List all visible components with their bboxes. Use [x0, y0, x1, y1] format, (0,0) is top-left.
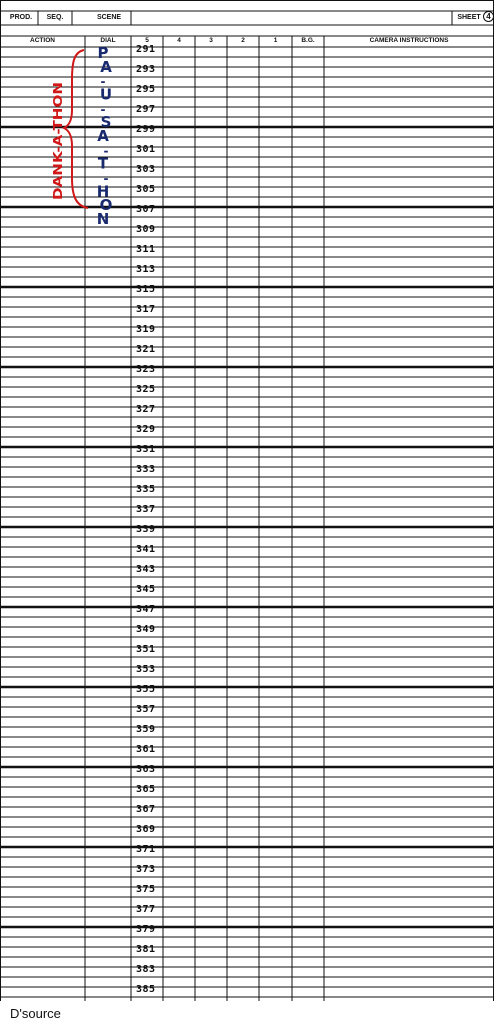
prod-label: PROD.	[9, 14, 33, 21]
frame-number: 349	[136, 624, 156, 635]
frame-number: 369	[136, 824, 156, 835]
col-dial: DIAL	[100, 37, 116, 44]
dial-annotation-glyph: -	[100, 102, 106, 117]
frame-number: 341	[136, 544, 156, 555]
frame-number: 345	[136, 584, 156, 595]
dial-annotation-glyph: S	[100, 113, 112, 132]
frame-number: 363	[136, 764, 156, 775]
frame-number: 309	[136, 224, 156, 235]
sheet-label: SHEET	[457, 14, 481, 21]
frame-number: 375	[136, 884, 156, 895]
frame-number: 361	[136, 744, 156, 755]
frame-number: 297	[136, 104, 156, 115]
frame-number: 313	[136, 264, 156, 275]
frame-number: 367	[136, 804, 156, 815]
frame-number: 343	[136, 564, 156, 575]
frame-number: 295	[136, 84, 156, 95]
col-level-5: 5	[145, 37, 149, 44]
source-credit: D'source	[10, 1006, 61, 1021]
frame-number: 339	[136, 524, 156, 535]
frame-number: 323	[136, 364, 156, 375]
bracket-mark	[64, 50, 88, 208]
frame-number: 335	[136, 484, 156, 495]
frame-number: 365	[136, 784, 156, 795]
dial-annotation-glyph: -	[100, 74, 106, 89]
frame-number: 317	[136, 304, 156, 315]
dial-annotation-glyph: O	[99, 196, 113, 215]
frame-number: 319	[136, 324, 156, 335]
frame-number: 377	[136, 904, 156, 915]
scene-label: SCENE	[96, 14, 122, 21]
dial-annotation-glyph: -	[103, 171, 109, 186]
frame-number: 303	[136, 164, 156, 175]
col-level-2: 2	[241, 37, 245, 44]
frame-number: 307	[136, 204, 156, 215]
frame-number: 381	[136, 944, 156, 955]
frame-number: 293	[136, 64, 156, 75]
col-bg: B.G.	[301, 37, 315, 44]
dial-annotation-glyph: A	[97, 127, 109, 145]
seq-label: SEQ.	[46, 14, 64, 21]
frame-number: 301	[136, 144, 156, 155]
col-level-3: 3	[209, 37, 213, 44]
frame-number: 371	[136, 844, 156, 855]
dial-annotation-glyph: -	[103, 143, 109, 158]
frame-number: 357	[136, 704, 156, 715]
frame-number: 325	[136, 384, 156, 395]
frame-number: 353	[136, 664, 156, 675]
col-camera-instructions: CAMERA INSTRUCTIONS	[369, 37, 449, 44]
dial-annotation-glyph: H	[96, 182, 110, 201]
frame-number: 299	[136, 124, 156, 135]
frame-number: 327	[136, 404, 156, 415]
frame-number: 305	[136, 184, 156, 195]
frame-number: 385	[136, 984, 156, 995]
dial-annotation-glyph: N	[96, 210, 110, 228]
frame-number: 383	[136, 964, 156, 975]
frame-number: 351	[136, 644, 156, 655]
dial-annotation-glyph: A	[100, 57, 112, 76]
frame-number: 333	[136, 464, 156, 475]
frame-number: 355	[136, 684, 156, 695]
col-level-1: 1	[273, 37, 278, 44]
frame-number: 359	[136, 724, 156, 735]
action-annotation: DANK-A-THON	[51, 106, 65, 200]
frame-number: 311	[136, 244, 156, 255]
sheet-number: 4	[483, 11, 494, 22]
frame-number: 321	[136, 344, 156, 355]
dial-annotation-glyph: U	[99, 85, 113, 104]
frame-number: 373	[136, 864, 156, 875]
frame-number: 331	[136, 444, 156, 455]
dial-annotation-glyph: P	[97, 44, 109, 62]
frame-number: 329	[136, 424, 156, 435]
col-level-4: 4	[177, 37, 181, 44]
frame-number: 379	[136, 924, 156, 935]
frame-number: 291	[136, 44, 156, 55]
col-action: ACTION	[30, 37, 55, 44]
frame-number: 347	[136, 604, 156, 615]
dial-annotation-glyph: T	[97, 154, 109, 173]
frame-number: 315	[136, 284, 156, 295]
frame-number: 337	[136, 504, 156, 515]
